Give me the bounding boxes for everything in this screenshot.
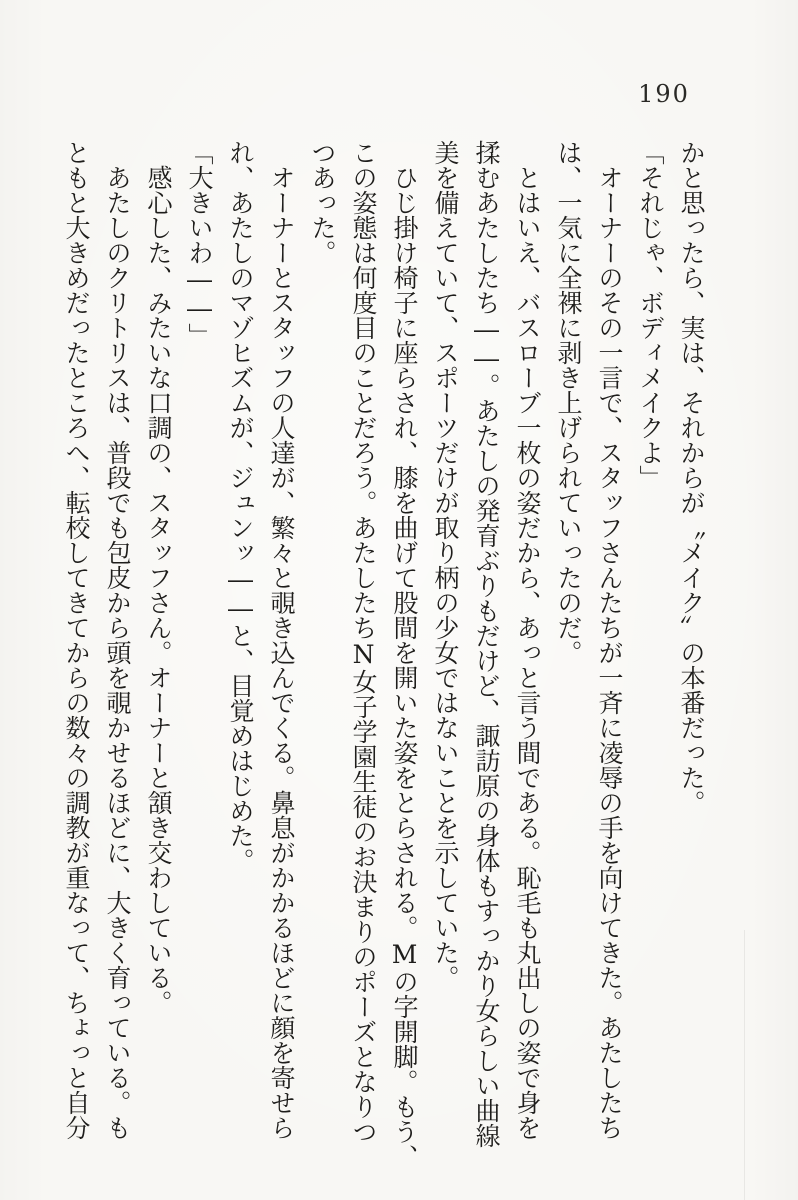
- text-line-6: 揉むあたしたち――。あたしの発育ぶりもだけど、諏訪原の身体もすっかり女らしい曲線: [472, 140, 501, 1148]
- text-line-10: つあった。: [308, 140, 337, 265]
- text-line-1: かと思ったら、実は、それからが〝メイク〟の本番だった。: [677, 140, 706, 815]
- text-line-11: オーナーとスタッフの人達が、繁々と覗き込んでくる。鼻息がかかるほどに顔を寄せら: [267, 140, 296, 1140]
- text-line-5: とはいえ、バスローブ一枚の姿だから、あっと言う間である。恥毛も丸出しの姿で身を: [513, 140, 542, 1140]
- text-line-16: ともと大きめだったところへ、転校してきてからの数々の調教が重なって、ちょっと自分: [62, 140, 91, 1140]
- text-line-12: れ、あたしのマゾヒズムが、ジュンッ――と、目覚めはじめた。: [226, 140, 255, 873]
- text-line-2: 「それじゃ、ボディメイクよ」: [636, 140, 665, 490]
- text-line-8: ひじ掛け椅子に座らされ、膝を曲げて股間を開いた姿をとらされる。Mの字開脚。もう、: [390, 140, 419, 1169]
- page-number: 190: [638, 80, 690, 108]
- text-line-3: オーナーのその一言で、スタッフさんたちが一斉に凌辱の手を向けてきた。あたしたち: [595, 140, 624, 1140]
- text-line-15: あたしのクリトリスは、普段でも包皮から頭を覗かせるほどに、大きく育っている。も: [103, 140, 132, 1140]
- text-line-7: 美を備えていて、スポーツだけが取り柄の少女ではないことを示していた。: [431, 140, 460, 990]
- text-line-14: 感心した、みたいな口調の、スタッフさん。オーナーと頷き交わしている。: [144, 140, 173, 1015]
- text-line-9: この姿態は何度目のことだろう。あたしたちN女子学園生徒のお決まりのポーズとなりつ: [349, 140, 378, 1144]
- text-block: [56, 140, 712, 1169]
- text-line-13: 「大きいわ――」: [185, 140, 214, 348]
- scan-artifact: [744, 930, 745, 1200]
- text-line-4: は、一気に全裸に剥き上げられていったのだ。: [554, 140, 583, 665]
